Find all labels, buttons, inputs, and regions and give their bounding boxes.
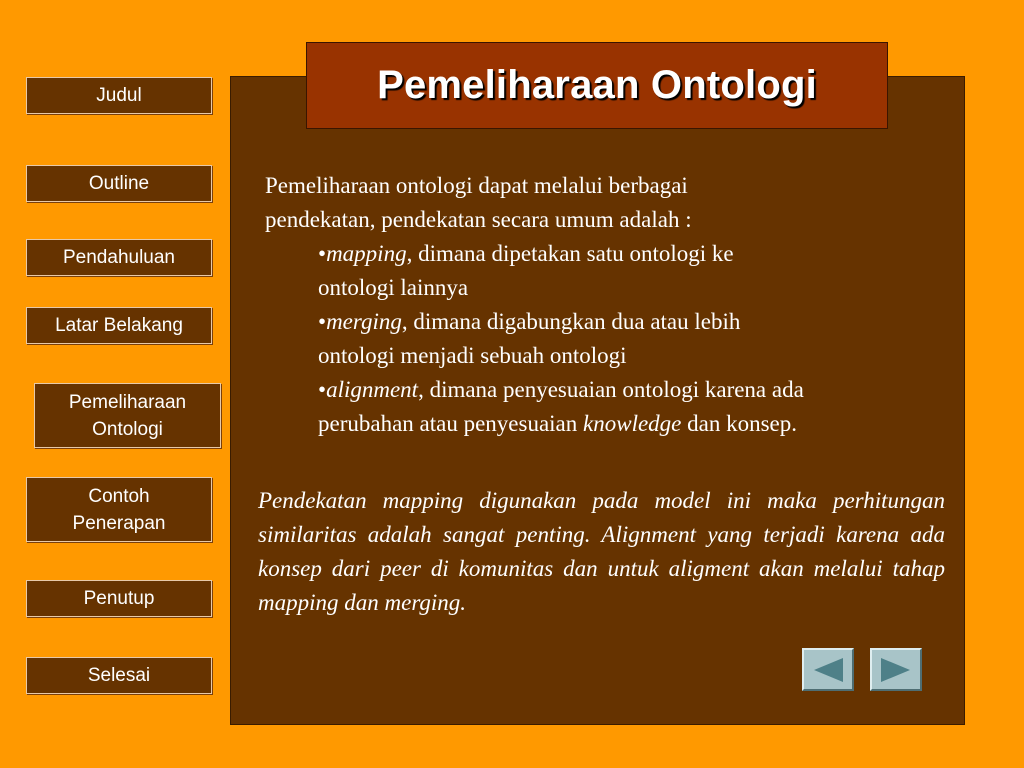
triangle-left-icon [811,656,845,684]
bullet-icon: • [318,309,327,334]
bullet-list [265,237,945,441]
nav-label: Judul [96,85,142,106]
summary-paragraph: Pendekatan mapping digunakan pada model ini maka perhitungan similaritas adalah sangat penting. Alignment yang terjadi karena ada konsep dari peer di komunitas dan untuk aligment akan melalui tahap mapping dan merging. [258,488,945,615]
nav-label-line-2: Ontologi [92,418,163,440]
bullet-merging-line-1: •merging, dimana digabungkan dua atau lebih [318,309,741,334]
nav-label-line-1: Contoh [88,485,150,507]
term-mapping: mapping [326,241,407,266]
nav-label-line-2: Penerapan [72,512,166,534]
nav-button-contoh-penerapan[interactable] [26,477,212,542]
intro-line-1: Pemeliharaan ontologi dapat melalui berbagai [265,173,688,198]
nav-label: Outline [88,173,150,194]
bullet-alignment-line-1: •alignment, dimana penyesuaian ontologi karena ada [318,377,804,402]
nav-label-line-1: Pemeliharaan [68,391,187,413]
bullet-mapping-line-1: •mapping, dimana dipetakan satu ontologi ke [318,241,734,266]
bullet-alignment-line-2: perubahan atau penyesuaian knowledge dan konsep. [318,411,798,436]
term-merging: merging [326,309,402,334]
nav-button-latar-belakang[interactable] [26,307,212,344]
bullet-icon: • [318,377,327,402]
intro-line-2: pendekatan, pendekatan secara umum adalah : [265,207,692,232]
nav-label: Penutup [83,588,155,609]
bullet-icon: • [318,241,327,266]
nav-button-selesai[interactable] [26,657,212,694]
term-alignment: alignment [326,377,419,402]
nav-button-outline[interactable] [26,165,212,202]
title-box [306,42,888,129]
bullet-mapping-line-2: ontologi lainnya [318,275,469,300]
nav-label: Selesai [87,665,151,686]
nav-button-pemeliharaan-ontologi[interactable] [34,383,221,448]
bullet-merging-line-2: ontologi menjadi sebuah ontologi [318,343,627,368]
slide-title: Pemeliharaan Ontologi [377,63,817,107]
previous-slide-button[interactable] [802,648,854,691]
term-knowledge: knowledge [583,411,682,436]
triangle-right-icon [879,656,913,684]
nav-button-penutup[interactable] [26,580,212,617]
nav-label: Latar Belakang [55,315,183,336]
nav-button-judul[interactable] [26,77,212,114]
main-text [265,169,945,441]
nav-button-pendahuluan[interactable] [26,239,212,276]
next-slide-button[interactable] [870,648,922,691]
nav-label: Pendahuluan [63,247,175,268]
